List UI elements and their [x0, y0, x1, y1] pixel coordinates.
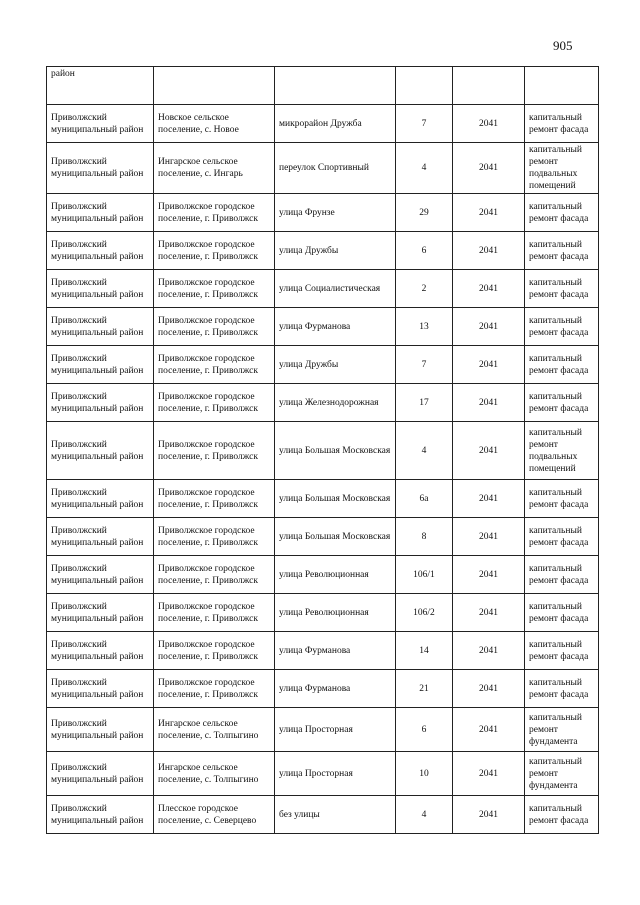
settlement-cell: Ингарское сельское поселение, с. Ингарь — [154, 143, 275, 194]
house-number-cell: 13 — [396, 308, 453, 346]
table-row — [47, 670, 599, 708]
district-cell: Приволжский муниципальный район — [47, 384, 154, 422]
year-cell: 2041 — [453, 556, 525, 594]
house-number-cell: 6 — [396, 708, 453, 752]
table-row — [47, 708, 599, 752]
district-cell: район — [47, 67, 154, 105]
street-cell: улица Социалистическая — [275, 270, 396, 308]
house-number-cell: 17 — [396, 384, 453, 422]
year-cell: 2041 — [453, 384, 525, 422]
table-row — [47, 556, 599, 594]
page-number: 905 — [553, 38, 573, 53]
district-cell: Приволжский муниципальный район — [47, 308, 154, 346]
year-cell: 2041 — [453, 594, 525, 632]
year-cell — [453, 67, 525, 105]
year-cell: 2041 — [453, 346, 525, 384]
house-number-cell: 29 — [396, 194, 453, 232]
house-number-cell: 106/2 — [396, 594, 453, 632]
street-cell: улица Фурманова — [275, 308, 396, 346]
district-cell: Приволжский муниципальный район — [47, 708, 154, 752]
street-cell: улица Дружбы — [275, 346, 396, 384]
house-number-cell: 106/1 — [396, 556, 453, 594]
work-type-cell: капитальный ремонт фасада — [525, 518, 599, 556]
year-cell: 2041 — [453, 422, 525, 480]
year-cell: 2041 — [453, 308, 525, 346]
street-cell: улица Большая Московская — [275, 518, 396, 556]
street-cell: улица Фурманова — [275, 670, 396, 708]
table-row — [47, 270, 599, 308]
settlement-cell: Плесское городское поселение, с. Северцево — [154, 796, 275, 834]
street-cell: переулок Спортивный — [275, 143, 396, 194]
district-cell: Приволжский муниципальный район — [47, 594, 154, 632]
work-type-cell: капитальный ремонт фасада — [525, 232, 599, 270]
settlement-cell: Приволжское городское поселение, г. Приволжск — [154, 422, 275, 480]
street-cell — [275, 67, 396, 105]
district-cell: Приволжский муниципальный район — [47, 480, 154, 518]
district-cell: Приволжский муниципальный район — [47, 752, 154, 796]
street-cell: улица Фурманова — [275, 632, 396, 670]
work-type-cell: капитальный ремонт фасада — [525, 556, 599, 594]
work-type-cell: капитальный ремонт фасада — [525, 632, 599, 670]
table-row — [47, 752, 599, 796]
table-row — [47, 632, 599, 670]
street-cell: без улицы — [275, 796, 396, 834]
table-row — [47, 308, 599, 346]
settlement-cell: Приволжское городское поселение, г. Приволжск — [154, 556, 275, 594]
district-cell: Приволжский муниципальный район — [47, 670, 154, 708]
work-type-cell: капитальный ремонт фасада — [525, 270, 599, 308]
house-number-cell: 8 — [396, 518, 453, 556]
work-type-cell: капитальный ремонт фасада — [525, 796, 599, 834]
work-type-cell: капитальный ремонт фундамента — [525, 752, 599, 796]
street-cell: улица Революционная — [275, 556, 396, 594]
year-cell: 2041 — [453, 480, 525, 518]
district-cell: Приволжский муниципальный район — [47, 346, 154, 384]
street-cell: улица Большая Московская — [275, 480, 396, 518]
work-type-cell: капитальный ремонт фасада — [525, 346, 599, 384]
table-row — [47, 518, 599, 556]
year-cell: 2041 — [453, 232, 525, 270]
year-cell: 2041 — [453, 632, 525, 670]
table-body — [47, 67, 599, 834]
work-type-cell: капитальный ремонт фасада — [525, 384, 599, 422]
table-row — [47, 594, 599, 632]
street-cell: улица Фрунзе — [275, 194, 396, 232]
district-cell: Приволжский муниципальный район — [47, 556, 154, 594]
district-cell: Приволжский муниципальный район — [47, 194, 154, 232]
table-row — [47, 67, 599, 105]
settlement-cell: Новское сельское поселение, с. Новое — [154, 105, 275, 143]
district-cell: Приволжский муниципальный район — [47, 422, 154, 480]
house-number-cell: 4 — [396, 422, 453, 480]
year-cell: 2041 — [453, 105, 525, 143]
district-cell: Приволжский муниципальный район — [47, 232, 154, 270]
year-cell: 2041 — [453, 670, 525, 708]
settlement-cell: Ингарское сельское поселение, с. Толпыгино — [154, 752, 275, 796]
settlement-cell: Приволжское городское поселение, г. Приволжск — [154, 232, 275, 270]
repair-schedule-table — [46, 66, 599, 834]
district-cell: Приволжский муниципальный район — [47, 105, 154, 143]
year-cell: 2041 — [453, 752, 525, 796]
house-number-cell: 4 — [396, 143, 453, 194]
table-row — [47, 796, 599, 834]
house-number-cell: 7 — [396, 105, 453, 143]
house-number-cell: 6 — [396, 232, 453, 270]
settlement-cell: Приволжское городское поселение, г. Приволжск — [154, 480, 275, 518]
district-cell: Приволжский муниципальный район — [47, 632, 154, 670]
house-number-cell: 2 — [396, 270, 453, 308]
house-number-cell: 14 — [396, 632, 453, 670]
settlement-cell: Приволжское городское поселение, г. Приволжск — [154, 518, 275, 556]
district-cell: Приволжский муниципальный район — [47, 796, 154, 834]
work-type-cell: капитальный ремонт подвальных помещений — [525, 422, 599, 480]
settlement-cell: Приволжское городское поселение, г. Приволжск — [154, 308, 275, 346]
settlement-cell: Приволжское городское поселение, г. Приволжск — [154, 346, 275, 384]
house-number-cell: 4 — [396, 796, 453, 834]
table-row — [47, 143, 599, 194]
house-number-cell: 7 — [396, 346, 453, 384]
settlement-cell: Приволжское городское поселение, г. Приволжск — [154, 194, 275, 232]
year-cell: 2041 — [453, 194, 525, 232]
settlement-cell: Приволжское городское поселение, г. Приволжск — [154, 632, 275, 670]
work-type-cell: капитальный ремонт фасада — [525, 194, 599, 232]
table-row — [47, 346, 599, 384]
street-cell: микрорайон Дружба — [275, 105, 396, 143]
settlement-cell: Приволжское городское поселение, г. Приволжск — [154, 594, 275, 632]
work-type-cell: капитальный ремонт фасада — [525, 105, 599, 143]
settlement-cell: Приволжское городское поселение, г. Приволжск — [154, 384, 275, 422]
house-number-cell: 10 — [396, 752, 453, 796]
work-type-cell: капитальный ремонт фасада — [525, 670, 599, 708]
street-cell: улица Большая Московская — [275, 422, 396, 480]
settlement-cell: Приволжское городское поселение, г. Приволжск — [154, 670, 275, 708]
house-number-cell — [396, 67, 453, 105]
house-number-cell: 6а — [396, 480, 453, 518]
work-type-cell: капитальный ремонт фундамента — [525, 708, 599, 752]
settlement-cell — [154, 67, 275, 105]
street-cell: улица Дружбы — [275, 232, 396, 270]
year-cell: 2041 — [453, 708, 525, 752]
street-cell: улица Просторная — [275, 708, 396, 752]
work-type-cell: капитальный ремонт подвальных помещений — [525, 143, 599, 194]
district-cell: Приволжский муниципальный район — [47, 143, 154, 194]
street-cell: улица Железнодорожная — [275, 384, 396, 422]
table-row — [47, 384, 599, 422]
year-cell: 2041 — [453, 270, 525, 308]
house-number-cell: 21 — [396, 670, 453, 708]
year-cell: 2041 — [453, 143, 525, 194]
district-cell: Приволжский муниципальный район — [47, 270, 154, 308]
table-row — [47, 480, 599, 518]
year-cell: 2041 — [453, 796, 525, 834]
table-row — [47, 232, 599, 270]
table-row — [47, 194, 599, 232]
settlement-cell: Ингарское сельское поселение, с. Толпыгино — [154, 708, 275, 752]
table-row — [47, 105, 599, 143]
street-cell: улица Просторная — [275, 752, 396, 796]
street-cell: улица Революционная — [275, 594, 396, 632]
work-type-cell: капитальный ремонт фасада — [525, 594, 599, 632]
district-cell: Приволжский муниципальный район — [47, 518, 154, 556]
work-type-cell: капитальный ремонт фасада — [525, 480, 599, 518]
work-type-cell: капитальный ремонт фасада — [525, 308, 599, 346]
table-row — [47, 422, 599, 480]
year-cell: 2041 — [453, 518, 525, 556]
settlement-cell: Приволжское городское поселение, г. Приволжск — [154, 270, 275, 308]
work-type-cell — [525, 67, 599, 105]
